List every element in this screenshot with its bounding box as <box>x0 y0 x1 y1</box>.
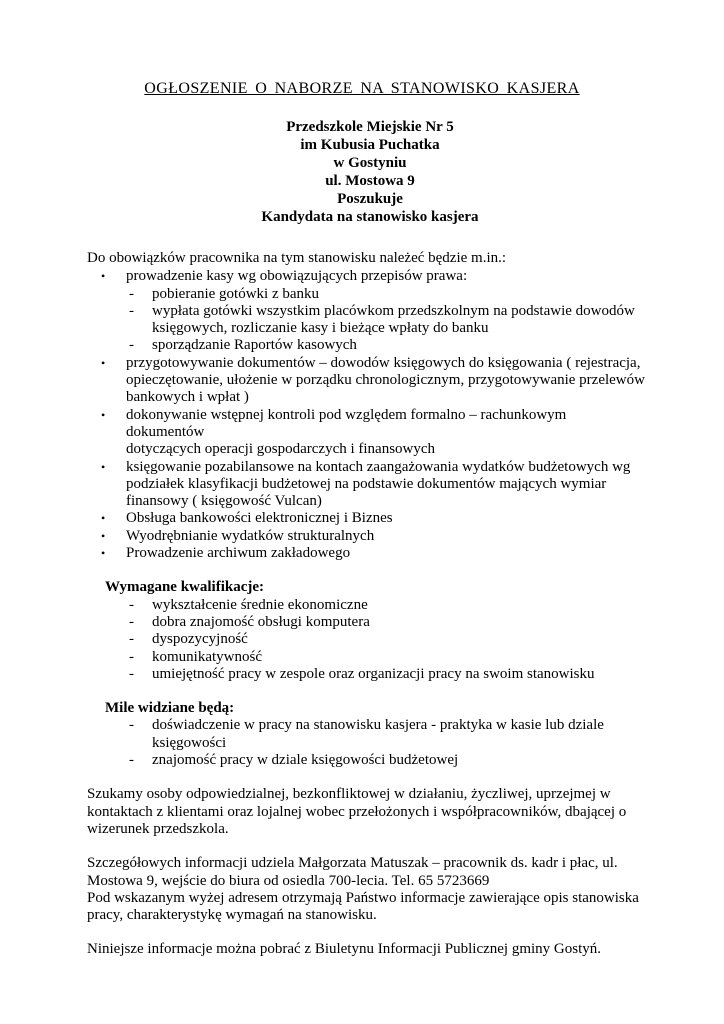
preferred-text: doświadczenie w pracy na stanowisku kasjera - praktyka w kasie lub dziale <box>152 717 604 734</box>
header-line: im Kubusia Puchatka <box>300 137 440 153</box>
duty-text: prowadzenie kasy wg obowiązujących przepisów prawa: <box>126 268 468 285</box>
requirement-text: komunikatywność <box>152 648 262 665</box>
duties-intro: Do obowiązków pracownika na tym stanowisku należeć będzie m.in.: <box>87 250 507 266</box>
bullet-icon: • <box>101 407 106 422</box>
duty-item <box>87 545 647 562</box>
document-title: OGŁOSZENIE O NABORZE NA STANOWISKO KASJERA <box>144 80 580 97</box>
duty-item <box>87 355 647 407</box>
paragraph-line: kontaktach z klientami oraz lojalnej wobec przełożonych i współpracowników, dbającej o <box>87 803 627 820</box>
duty-text: Prowadzenie archiwum zakładowego <box>126 545 351 562</box>
header-line: w Gostyniu <box>333 155 407 171</box>
requirement-item <box>87 631 647 648</box>
bullet-icon: • <box>101 269 106 284</box>
dash-icon: - <box>129 717 134 734</box>
dash-icon: - <box>129 285 134 302</box>
institution-header <box>0 118 724 226</box>
bullet-icon: • <box>101 546 106 561</box>
document-body <box>87 250 647 959</box>
duty-subitem-text: wypłata gotówki wszystkim placówkom przedszkolnym na podstawie dowodów <box>152 302 635 319</box>
dash-icon: - <box>129 648 134 665</box>
dash-icon: - <box>129 665 134 682</box>
dash-icon: - <box>129 596 134 613</box>
bullet-icon: • <box>101 511 106 526</box>
bullet-icon: • <box>101 355 106 370</box>
header-line: ul. Mostowa 9 <box>325 173 415 189</box>
dash-icon: - <box>129 302 134 319</box>
preferred-text: księgowości <box>152 734 227 751</box>
duty-item <box>87 510 647 527</box>
requirements-heading: Wymagane kwalifikacje: <box>105 579 265 596</box>
requirement-text: umiejętność pracy w zespole oraz organizacji pracy na swoim stanowisku <box>152 665 595 682</box>
bullet-icon: • <box>101 459 106 474</box>
requirement-text: wykształcenie średnie ekonomiczne <box>152 596 368 613</box>
duty-text: dotyczących operacji gospodarczych i finansowych <box>126 441 436 458</box>
duty-subitem-text: pobieranie gotówki z banku <box>152 285 320 302</box>
header-line: Przedszkole Miejskie Nr 5 <box>286 119 454 135</box>
duty-text: Wyodrębnianie wydatków strukturalnych <box>126 527 375 544</box>
duty-text: księgowanie pozabilansowe na kontach zaangażowania wydatków budżetowych wg <box>126 458 631 475</box>
contact-paragraph <box>87 855 647 924</box>
duty-subitem-text: sporządzanie Raportów kasowych <box>152 337 357 354</box>
paragraph-line: wizerunek przedszkola. <box>87 820 229 837</box>
duty-item <box>87 407 647 459</box>
duty-item <box>87 528 647 545</box>
requirement-text: dyspozycyjność <box>152 631 248 648</box>
bip-paragraph: Niniejsze informacje można pobrać z Biuletynu Informacji Publicznej gminy Gostyń. <box>87 941 602 958</box>
seeking-paragraph <box>87 786 647 838</box>
bullet-icon: • <box>101 528 106 543</box>
paragraph-line: Szukamy osoby odpowiedzialnej, bezkonfliktowej w działaniu, życzliwej, uprzejmej w <box>87 786 611 803</box>
paragraph-line: Pod wskazanym wyżej adresem otrzymają Państwo informacje zawierające opis stanowiska <box>87 889 639 906</box>
duty-text: dokonywanie wstępnej kontroli pod względem formalno – rachunkowym dokumentów <box>126 406 567 440</box>
header-line: Poszukuje <box>337 191 403 207</box>
duty-subitem <box>87 303 647 338</box>
requirement-text: dobra znajomość obsługi komputera <box>152 613 370 630</box>
duty-item <box>87 268 647 285</box>
dash-icon: - <box>129 752 134 769</box>
duty-text: podziałek klasyfikacji budżetowej na podstawie dokumentów mających wymiar <box>126 475 607 492</box>
duty-text: finansowy ( księgowość Vulcan) <box>126 493 322 510</box>
duty-subitem-text: księgowych, rozliczanie kasy i bieżące wpłaty do banku <box>152 320 489 337</box>
duty-text: bankowych i wpłat ) <box>126 389 249 406</box>
header-line: Kandydata na stanowisko kasjera <box>261 209 479 225</box>
duty-subitem <box>87 286 647 303</box>
requirement-item <box>87 649 647 666</box>
requirement-item <box>87 614 647 631</box>
preferred-text: znajomość pracy w dziale księgowości budżetowej <box>152 752 459 769</box>
dash-icon: - <box>129 337 134 354</box>
duty-text: przygotowywanie dokumentów – dowodów księgowych do księgowania ( rejestracja, <box>126 354 641 371</box>
duty-text: opieczętowanie, ułożenie w porządku chronologicznym, przygotowywanie przelewów <box>126 372 645 389</box>
dash-icon: - <box>129 631 134 648</box>
paragraph-line: pracy, charakterystykę wymagań na stanowisku. <box>87 907 377 924</box>
preferred-item <box>87 752 647 769</box>
duty-text: Obsługa bankowości elektronicznej i Biznes <box>126 510 393 527</box>
paragraph-line: Mostowa 9, wejście do biura od osiedla 700-lecia. Tel. 65 5723669 <box>87 872 490 889</box>
duty-subitem <box>87 337 647 354</box>
dash-icon: - <box>129 613 134 630</box>
preferred-heading: Mile widziane będą: <box>105 700 235 717</box>
requirement-item <box>87 666 647 683</box>
preferred-item <box>87 717 647 752</box>
paragraph-line: Szczegółowych informacji udziela Małgorzata Matuszak – pracownik ds. kadr i płac, ul. <box>87 855 618 872</box>
duty-item <box>87 459 647 511</box>
requirement-item <box>87 597 647 614</box>
